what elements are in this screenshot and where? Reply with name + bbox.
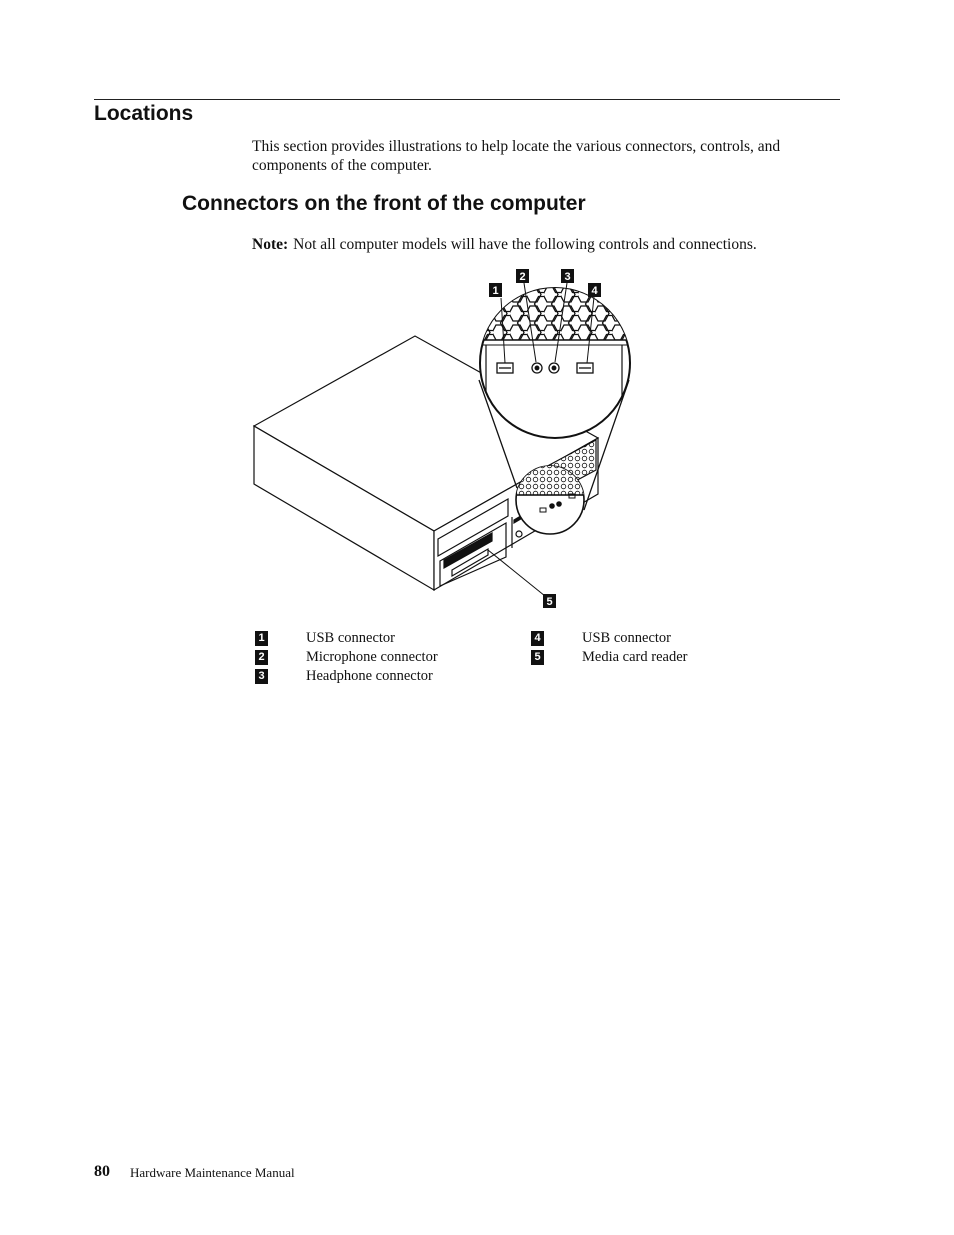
callout-4 <box>588 283 601 297</box>
legend-label: Microphone connector <box>306 649 438 665</box>
callout-3 <box>561 269 574 283</box>
subsection-title: Connectors on the front of the computer <box>182 192 586 215</box>
legend-badge: 1 <box>255 631 268 646</box>
note-label: Note: <box>252 236 289 253</box>
footer-title: Hardware Maintenance Manual <box>130 1165 295 1180</box>
legend-badge: 2 <box>255 650 268 665</box>
legend-item <box>531 649 688 666</box>
legend-item <box>255 630 395 647</box>
callout-2 <box>516 269 529 283</box>
callout-1 <box>489 283 502 297</box>
callout-5 <box>543 594 556 608</box>
svg-text:5: 5 <box>546 596 553 608</box>
legend-label: USB connector <box>306 630 395 646</box>
legend-label: Headphone connector <box>306 668 433 684</box>
legend-item <box>531 630 671 647</box>
legend-badge: 4 <box>531 631 544 646</box>
page-number: 80 <box>94 1163 110 1180</box>
section-intro: This section provides illustrations to help locate the various connectors, controls, and components of the computer. <box>252 138 781 174</box>
legend-item <box>255 668 433 685</box>
note-text: Not all computer models will have the following controls and connections. <box>293 236 757 253</box>
svg-text:1: 1 <box>492 285 499 297</box>
legend-label: USB connector <box>582 630 671 646</box>
legend-badge: 3 <box>255 669 268 684</box>
legend-item <box>255 649 438 666</box>
section-title: Locations <box>94 102 194 125</box>
front-panel-magnifier-small <box>515 465 585 534</box>
legend-badge: 5 <box>531 650 544 665</box>
svg-text:3: 3 <box>564 271 571 283</box>
legend-label: Media card reader <box>582 649 688 665</box>
svg-text:2: 2 <box>519 271 526 283</box>
svg-text:4: 4 <box>591 285 598 297</box>
